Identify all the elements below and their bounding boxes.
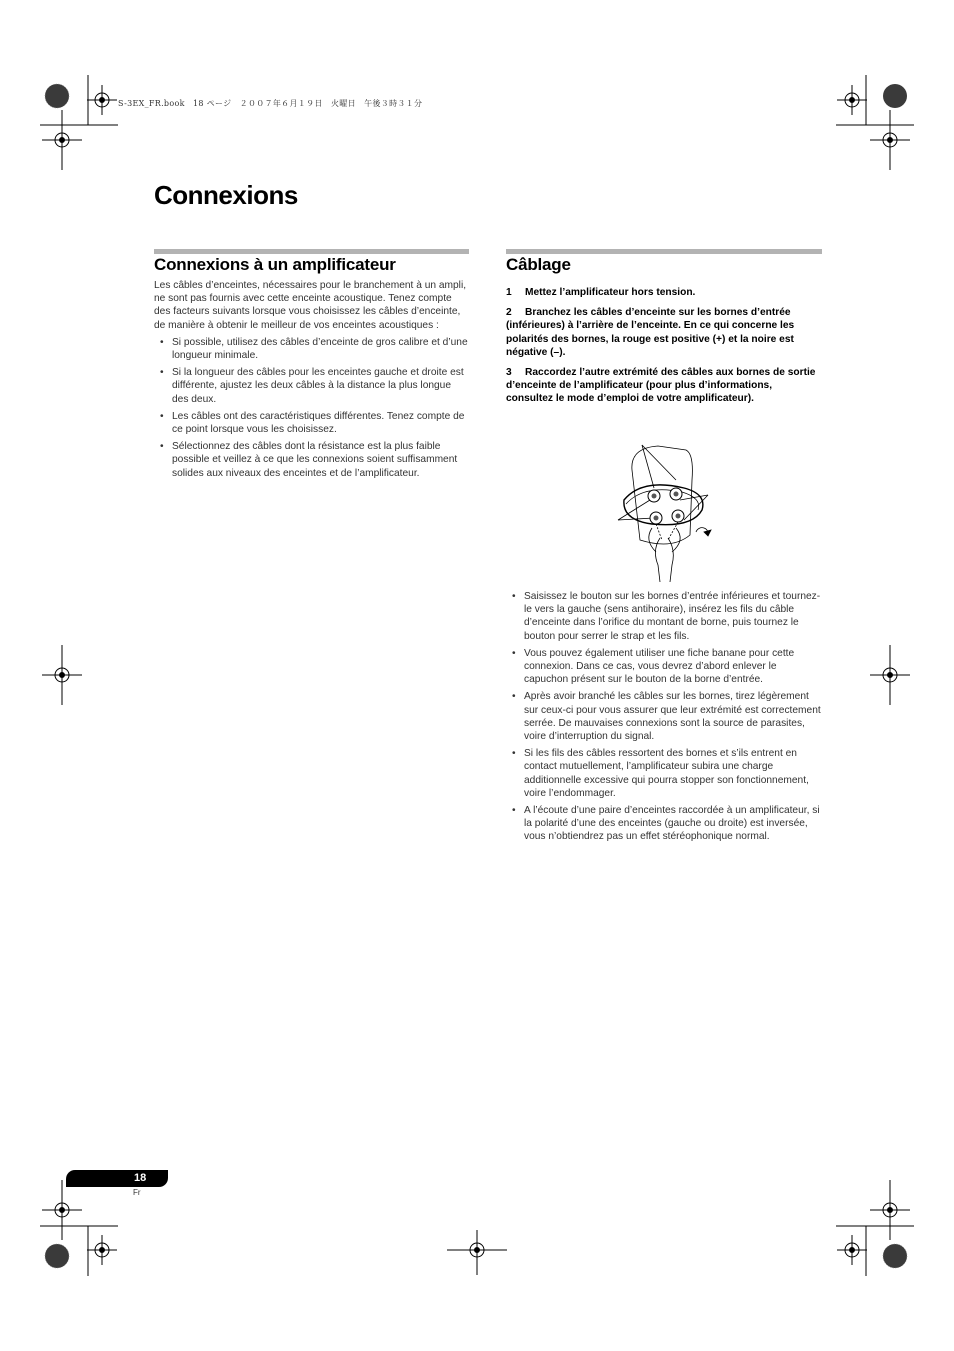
list-item: • Les câbles ont des caractéristiques différentes. Tenez compte de ce point lorsque vous les choisissez. [154,410,470,436]
list-item: • Saisissez le bouton sur les bornes d’entrée inférieures et tournez-le vers la gauche (sens antihoraire), insérez les fils du câble d’enceinte dans l’orifice du montant de borne, puis tournez le bouton pour serrer le strap et les fils. [506,590,822,643]
right-section-heading: Câblage [506,255,571,274]
printer-slug: S-3EX_FR.book 18 ページ ２００７年６月１９日 火曜日 午後３時３１分 [118,99,423,108]
list-item: • Sélectionnez des câbles dont la résistance est la plus faible possible et veillez à ce que les connexions soient suffisamment solides aux niveaux des enceintes et de l’amplificateur. [154,440,470,480]
language-code: Fr [133,1188,141,1197]
step-1 [506,286,820,299]
step-text: Raccordez l’autre extrémité des câbles aux bornes de sortie d’enceinte de l’amplificateur (pour plus d’informations, consultez le mode d’emploi de votre amplificateur). [506,367,816,405]
left-section-heading: Connexions à un amplificateur [154,255,396,274]
page-number: 18 [134,1172,147,1184]
steps-list [506,286,820,413]
right-section-body [506,586,822,844]
left-section-body [154,279,470,480]
right-bullet-list [506,590,822,844]
step-number: 1 [506,287,512,298]
left-intro-paragraph: Les câbles d’enceintes, nécessaires pour le branchement à un ampli, ne sont pas fournis avec cette enceinte acoustique. Tenez compte des facteurs suivants lorsque vous choisissez les câbles d’enceinte, de manière à obtenir le meilleur de vos enceintes acoustiques : [154,280,467,331]
list-item: • Si la longueur des câbles pour les enceintes gauche et droite est différente, ajustez les deux câbles à la distance la plus longue des deux. [154,366,470,406]
speaker-terminal-wiring-illustration [612,440,722,582]
page-title: Connexions [154,180,298,210]
left-section-rule [154,249,469,254]
list-item: • Si les fils des câbles ressortent des bornes et s’ils entrent en contact mutuellement, l’amplificateur subira une charge additionnelle excessive qui pourra stopper son fonctionnement, voire l’endommager. [506,747,822,800]
right-section-rule [506,249,822,254]
step-text: Mettez l’amplificateur hors tension. [525,287,696,298]
list-item: • Vous pouvez également utiliser une fiche banane pour cette connexion. Dans ce cas, vous devrez d’abord enlever le capuchon présent sur le bouton de la borne d’entrée. [506,647,822,687]
step-3 [506,366,820,406]
left-bullet-list [154,336,470,480]
step-text: Branchez les câbles d’enceinte sur les bornes d’entrée (inférieures) à l’arrière de l’enceinte. En ce qui concerne les polarités des bornes, la rouge est positive (+) et la noire est négative (–). [506,307,795,358]
list-item: • Après avoir branché les câbles sur les bornes, tirez légèrement sur ceux-ci pour vous assurer que leur extrémité est correctement serrée. De mauvaises connexions sont la source de parasites, voire d’interruption du signal. [506,690,822,743]
step-number: 3 [506,367,512,379]
list-item: • A l’écoute d’une paire d’enceintes raccordée à un amplificateur, si la polarité d’une des enceintes (gauche ou droite) est inversée, vous n’obtiendrez pas un effet stéréophonique normal. [506,804,822,844]
list-item: • Si possible, utilisez des câbles d’enceinte de gros calibre et d’une longueur minimale. [154,336,470,362]
step-2 [506,306,820,359]
page-number-badge [66,1170,168,1187]
step-number: 2 [506,307,512,319]
